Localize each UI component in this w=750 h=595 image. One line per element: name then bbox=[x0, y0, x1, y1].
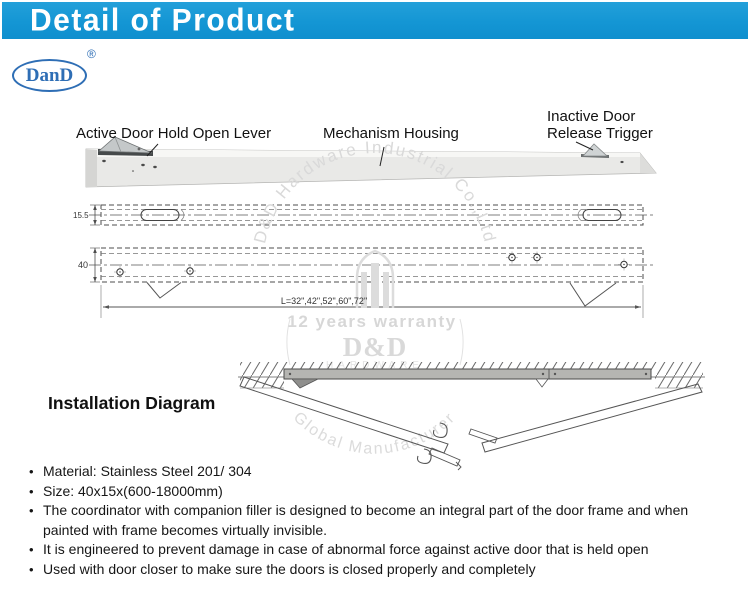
brand-logo bbox=[12, 59, 87, 92]
dim-top-view-height: 15.5 bbox=[73, 211, 89, 220]
watermark-warranty-text: 12 years warranty bbox=[287, 312, 457, 331]
spec-item: • The coordinator with companion filler is designed to become an integral part of the door frame and when painted with frame becomes virtually invisible. bbox=[29, 502, 689, 538]
label-inactive-trigger-line2: Release Trigger bbox=[547, 125, 653, 142]
bullet-icon: • bbox=[29, 561, 34, 577]
spec-item: • Used with door closer to make sure the doors is closed properly and completely bbox=[28, 560, 734, 580]
page-title: Detail of Product bbox=[30, 2, 296, 38]
registered-trademark-icon: ® bbox=[87, 47, 96, 61]
watermark-company-arc: D&D Hardware Industrial Co.,Ltd bbox=[250, 137, 500, 246]
label-mechanism-housing: Mechanism Housing bbox=[323, 125, 459, 142]
spec-item: • Size: 40x15x(600-18000mm) bbox=[28, 482, 734, 502]
bullet-icon: • bbox=[29, 503, 34, 519]
spec-item: • Material: Stainless Steel 201/ 304 bbox=[28, 462, 734, 482]
bullet-icon: • bbox=[29, 542, 34, 558]
spec-item: • It is engineered to prevent damage in case of abnormal force against active door that is held open bbox=[28, 540, 734, 560]
watermark-manufacturer-arc: Global Manufacturer bbox=[289, 408, 460, 458]
top-view-drawing bbox=[89, 205, 653, 225]
label-inactive-trigger-line1: Inactive Door bbox=[547, 108, 636, 125]
header-banner bbox=[2, 2, 748, 39]
dim-length-options: L=32",42",52",60",72" bbox=[280, 296, 368, 306]
watermark-brand-text: D&D bbox=[342, 332, 408, 362]
brand-logo-text: DanD bbox=[25, 64, 74, 86]
bullet-icon: • bbox=[29, 483, 34, 499]
installation-heading: Installation Diagram bbox=[48, 393, 216, 413]
dim-front-view-height: 40 bbox=[78, 260, 89, 270]
spec-list bbox=[28, 462, 734, 580]
bullet-icon: • bbox=[29, 464, 34, 479]
label-active-door-lever: Active Door Hold Open Lever bbox=[76, 125, 272, 142]
